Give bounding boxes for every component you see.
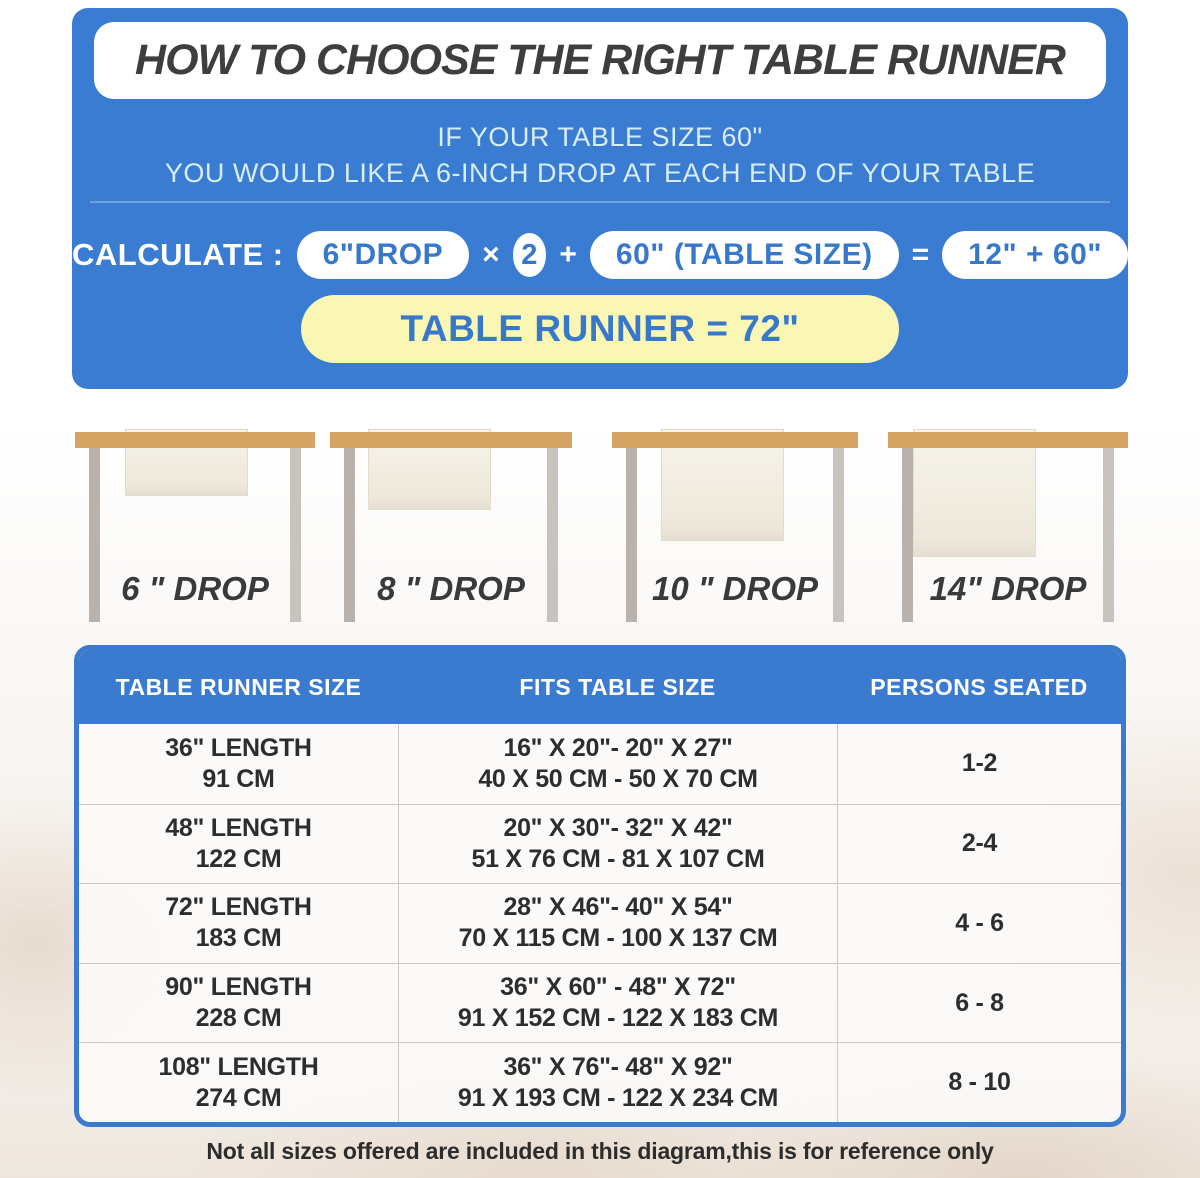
multiply-operator: ×: [482, 238, 500, 271]
table-body: [79, 724, 1121, 1122]
drop-label: 8 " DROP: [377, 570, 525, 607]
table-figure-14in-drop: [888, 420, 1128, 640]
persons-seated-cell: 8 - 10: [837, 1043, 1121, 1122]
result-banner: TABLE RUNNER = 72": [301, 295, 899, 363]
instruction-banner: [72, 8, 1128, 389]
fits-size-cell: 20" X 30"- 32" X 42" 51 X 76 CM - 81 X 107 CM: [398, 805, 837, 884]
table-figure-8in-drop: [330, 420, 572, 640]
drop-label: 10 " DROP: [651, 570, 819, 607]
table-size-pill: 60" (TABLE SIZE): [590, 231, 899, 279]
table-row: [79, 883, 1121, 963]
runner-size-cell: 36" LENGTH 91 CM: [165, 733, 312, 793]
tabletop-illustration: [612, 432, 858, 448]
banner-divider: [90, 201, 1110, 203]
persons-seated-cell: 2-4: [837, 805, 1121, 884]
plus-operator: +: [559, 238, 577, 271]
table-figure-6in-drop: [75, 420, 315, 640]
two-sides-pill: 2: [513, 233, 547, 277]
fits-size-cell: 36" X 60" - 48" X 72" 91 X 152 CM - 122 X 183 CM: [398, 964, 837, 1043]
drop-value-pill: 6"DROP: [297, 231, 470, 279]
persons-seated-cell: 4 - 6: [837, 884, 1121, 963]
column-header-persons-seated: PERSONS SEATED: [870, 673, 1088, 700]
fits-size-cell: 16" X 20"- 20" X 27" 40 X 50 CM - 50 X 70 CM: [398, 724, 837, 804]
persons-seated-cell: 1-2: [837, 724, 1121, 804]
fits-size-cell: 36" X 76"- 48" X 92" 91 X 193 CM - 122 X 234 CM: [398, 1043, 837, 1122]
runner-illustration: [913, 429, 1036, 557]
table-row: [79, 804, 1121, 884]
equals-operator: =: [911, 238, 930, 271]
runner-size-cell: 90" LENGTH 228 CM: [165, 973, 312, 1033]
tabletop-illustration: [330, 432, 572, 448]
fits-size-cell: 28" X 46"- 40" X 54" 70 X 115 CM - 100 X 137 CM: [398, 884, 837, 963]
runner-size-cell: 48" LENGTH 122 CM: [165, 813, 312, 873]
table-row: [79, 724, 1121, 804]
reference-disclaimer: Not all sizes offered are included in this diagram,this is for reference only: [206, 1138, 994, 1164]
subtitle-line-1: IF YOUR TABLE SIZE 60": [437, 122, 763, 152]
page-title: HOW TO CHOOSE THE RIGHT TABLE RUNNER: [135, 36, 1065, 84]
table-row: [79, 1042, 1121, 1122]
runner-size-cell: 108" LENGTH 274 CM: [158, 1052, 319, 1112]
drop-label: 6 " DROP: [121, 570, 269, 607]
column-header-fits-table-size: FITS TABLE SIZE: [519, 673, 716, 700]
size-reference-table: [74, 645, 1126, 1127]
sum-pill: 12" + 60": [942, 231, 1128, 279]
table-header-row: [79, 650, 1121, 724]
calculate-label: CALCULATE :: [72, 237, 284, 272]
table-row: [79, 963, 1121, 1043]
persons-seated-cell: 6 - 8: [837, 964, 1121, 1043]
column-header-runner-size: TABLE RUNNER SIZE: [115, 673, 362, 700]
table-figure-10in-drop: [612, 420, 858, 640]
tabletop-illustration: [75, 432, 315, 448]
drop-label: 14" DROP: [929, 570, 1087, 607]
calculation-formula: [72, 230, 1128, 280]
runner-size-cell: 72" LENGTH 183 CM: [165, 893, 312, 953]
title-box: [94, 22, 1106, 99]
subtitle-line-2: YOU WOULD LIKE A 6-INCH DROP AT EACH END OF YOUR TABLE: [164, 158, 1036, 188]
drop-examples-section: [0, 420, 1200, 650]
tabletop-illustration: [888, 432, 1128, 448]
